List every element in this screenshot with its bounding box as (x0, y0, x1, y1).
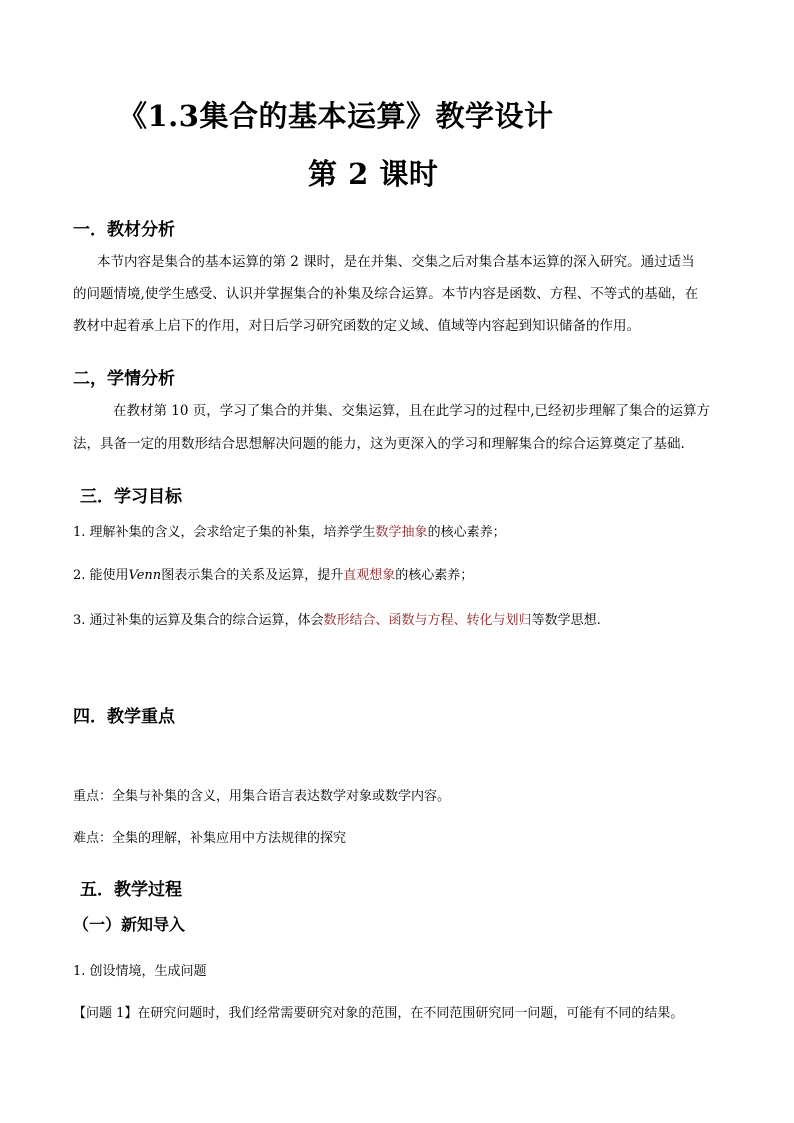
goal-text: 图表示集合的关系及运算，提升 (161, 568, 344, 583)
section-heading-student: 二，学情分析 (73, 369, 175, 389)
section-heading-process: 五．教学过程 (80, 880, 182, 900)
paragraph-line: 教材中起着承上启下的作用，对日后学习研究函数的定义域、值域等内容起到知识储备的作用。 (73, 318, 640, 334)
difficult-point: 难点：全集的理解，补集应用中方法规律的探究 (73, 831, 347, 846)
goal-item-3 (73, 609, 601, 628)
process-item-1: 1. 创设情境，生成问题 (73, 964, 207, 979)
goal-item-1 (73, 521, 506, 540)
document-subtitle: 第 2 课时 (308, 157, 439, 191)
paragraph-line: 的问题情境,使学生感受、认识并掌握集合的补集及综合运算。本节内容是函数、方程、不等式的基础，在 (73, 286, 699, 302)
goal-highlight: 数学抽象 (375, 525, 428, 540)
key-point: 重点：全集与补集的含义，用集合语言表达数学对象或数学内容。 (73, 789, 451, 804)
venn-symbol: Venn (128, 568, 162, 583)
document-title: 《1.3集合的基本运算》教学设计 (118, 99, 554, 133)
section-heading-keypoints: 四．教学重点 (73, 707, 175, 727)
paragraph-line: 在教材第 10 页，学习了集合的并集、交集运算，且在此学习的过程中,已经初步理解了集合的运算方 (113, 403, 711, 419)
goal-text: 2. 能使用 (73, 568, 129, 583)
section-heading-goals: 三．学习目标 (80, 487, 182, 507)
paragraph-line: 法，具备一定的用数形结合思想解决问题的能力，这为更深入的学习和理解集合的综合运算奠定了基础. (73, 436, 685, 452)
goal-text: 3. 通过补集的运算及集合的综合运算，体会 (73, 613, 324, 628)
goal-highlight: 数形结合、函数与方程、转化与划归 (323, 613, 532, 628)
goal-text: 的核心素养； (427, 525, 506, 540)
goal-text: 1. 理解补集的含义，会求给定子集的补集，培养学生 (73, 525, 376, 540)
section-heading-analysis: 一．教材分析 (73, 220, 175, 240)
goal-text: 等数学思想. (531, 613, 601, 628)
question-1: 【问题 1】在研究问题时，我们经常需要研究对象的范围，在不同范围研究同一问题，可能有不同的结果。 (73, 1006, 684, 1021)
subsection-heading: （一）新知导入 (73, 915, 186, 934)
paragraph-line: 本节内容是集合的基本运算的第 2 课时，是在并集、交集之后对集合基本运算的深入研究。通过适当 (97, 254, 695, 270)
goal-item-2 (73, 564, 473, 583)
goal-highlight: 直观想象 (343, 568, 396, 583)
goal-text: 的核心素养； (395, 568, 474, 583)
